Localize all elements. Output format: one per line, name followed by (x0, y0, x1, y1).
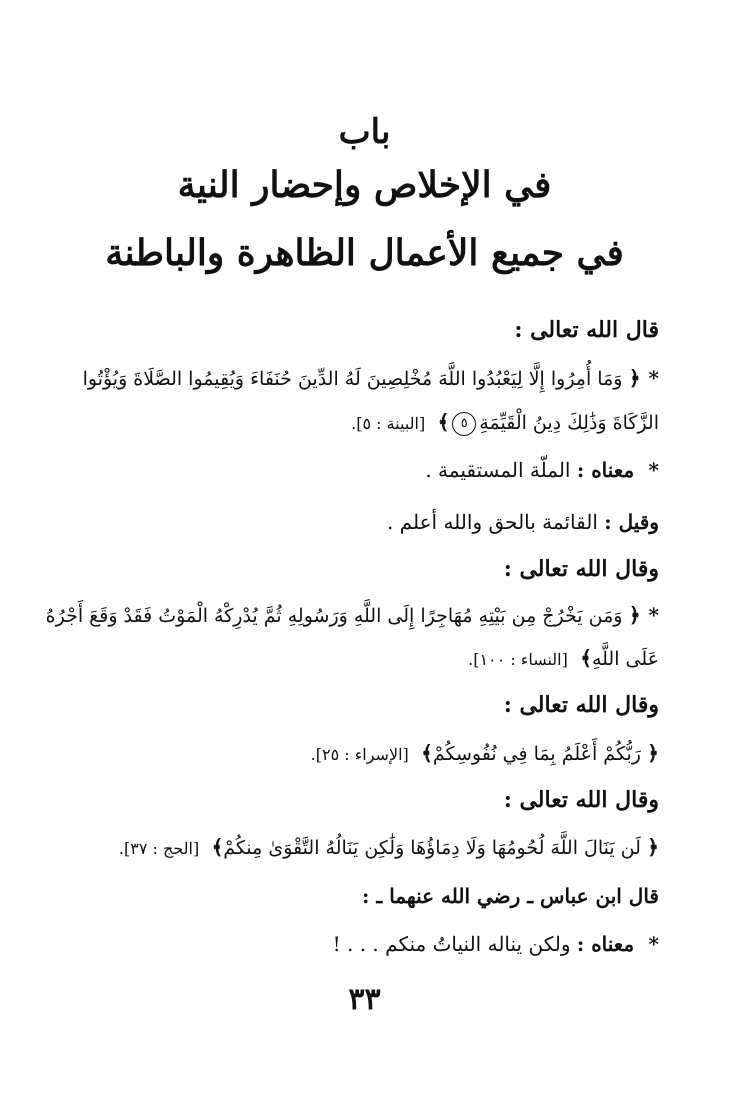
qila-text: القائمة بالحق والله أعلم . (386, 510, 598, 534)
star-bullet: * (648, 366, 659, 390)
bracket-close: ﴾ (580, 646, 592, 670)
alt-meaning (59, 510, 659, 534)
ayah-number: ٥ (452, 412, 476, 436)
bracket-open: ﴿ (628, 366, 641, 390)
bracket-close: ﴾ (211, 835, 224, 859)
verse-text: الزَّكَاةَ وَذَٰلِكَ دِينُ الْقَيِّمَةِ (479, 412, 659, 434)
verse-reference: [الإسراء : ٢٥]. (310, 745, 409, 764)
verse-text: رَبُّكُمْ أَعْلَمُ بِمَا فِي نُفُوسِكُمْ (432, 743, 641, 765)
verse-3 (59, 741, 659, 765)
bracket-open: ﴿ (628, 603, 641, 627)
page-number: ٣٣ (348, 982, 381, 1017)
meaning-2 (59, 932, 659, 956)
meaning-label: معناه : (576, 458, 635, 482)
verse-2-line-1 (45, 603, 659, 627)
bracket-open: ﴿ (647, 835, 659, 859)
intro-2: وقال الله تعالى : (503, 556, 659, 582)
bracket-close: ﴾ (421, 741, 433, 765)
star-bullet: * (648, 458, 659, 482)
meaning-label: معناه : (576, 932, 635, 956)
qila-label: وقيل : (604, 510, 659, 534)
verse-text: لَن يَنَالَ اللَّهَ لُحُومُهَا وَلَا دِمَاؤُهَا وَلَٰكِن يَنَالُهُ التَّقْوَىٰ مِنكُمْ (223, 837, 641, 859)
star-bullet: * (648, 603, 659, 627)
intro-3: وقال الله تعالى : (503, 692, 659, 718)
verse-text: عَلَى اللَّهِ (591, 648, 659, 670)
verse-text: وَمَن يَخْرُجْ مِن بَيْتِهِ مُهَاجِرًا إِلَى اللَّهِ وَرَسُولِهِ ثُمَّ يُدْرِكْهُ الْمَوْتُ فَقَدْ وَقَعَ أَجْرُهُ (45, 605, 623, 627)
ibn-abbas-line: قال ابن عباس ـ رضي الله عنهما ـ : (362, 884, 659, 908)
verse-4 (59, 835, 659, 859)
verse-2-line-2 (59, 646, 659, 670)
chapter-title-line-2: في جميع الأعمال الظاهرة والباطنة (105, 232, 624, 274)
verse-1-line-2 (59, 410, 659, 436)
intro-1: قال الله تعالى : (514, 317, 659, 343)
verse-reference: [الحج : ٣٧]. (118, 839, 200, 858)
intro-4: وقال الله تعالى : (503, 787, 659, 813)
meaning-text: الملّة المستقيمة . (425, 458, 571, 482)
verse-reference: [البينة : ٥]. (351, 414, 426, 433)
bracket-close: ﴾ (437, 410, 450, 434)
verse-reference: [النساء : ١٠٠]. (468, 650, 568, 669)
star-bullet: * (648, 932, 659, 956)
chapter-title-line-1: في الإخلاص وإحضار النية (177, 164, 552, 206)
meaning-text: ولكن يناله النياتُ منكم . . . ! (332, 932, 571, 956)
meaning-1 (59, 458, 659, 482)
chapter-label: باب (338, 112, 391, 152)
verse-text: وَمَا أُمِرُوا إِلَّا لِيَعْبُدُوا اللَّهَ مُخْلِصِينَ لَهُ الدِّينَ حُنَفَاءَ وَيُقِيمُوا الصَّلَاةَ وَيُؤْتُوا (82, 368, 623, 390)
bracket-open: ﴿ (647, 741, 659, 765)
verse-1-line-1 (59, 366, 659, 390)
